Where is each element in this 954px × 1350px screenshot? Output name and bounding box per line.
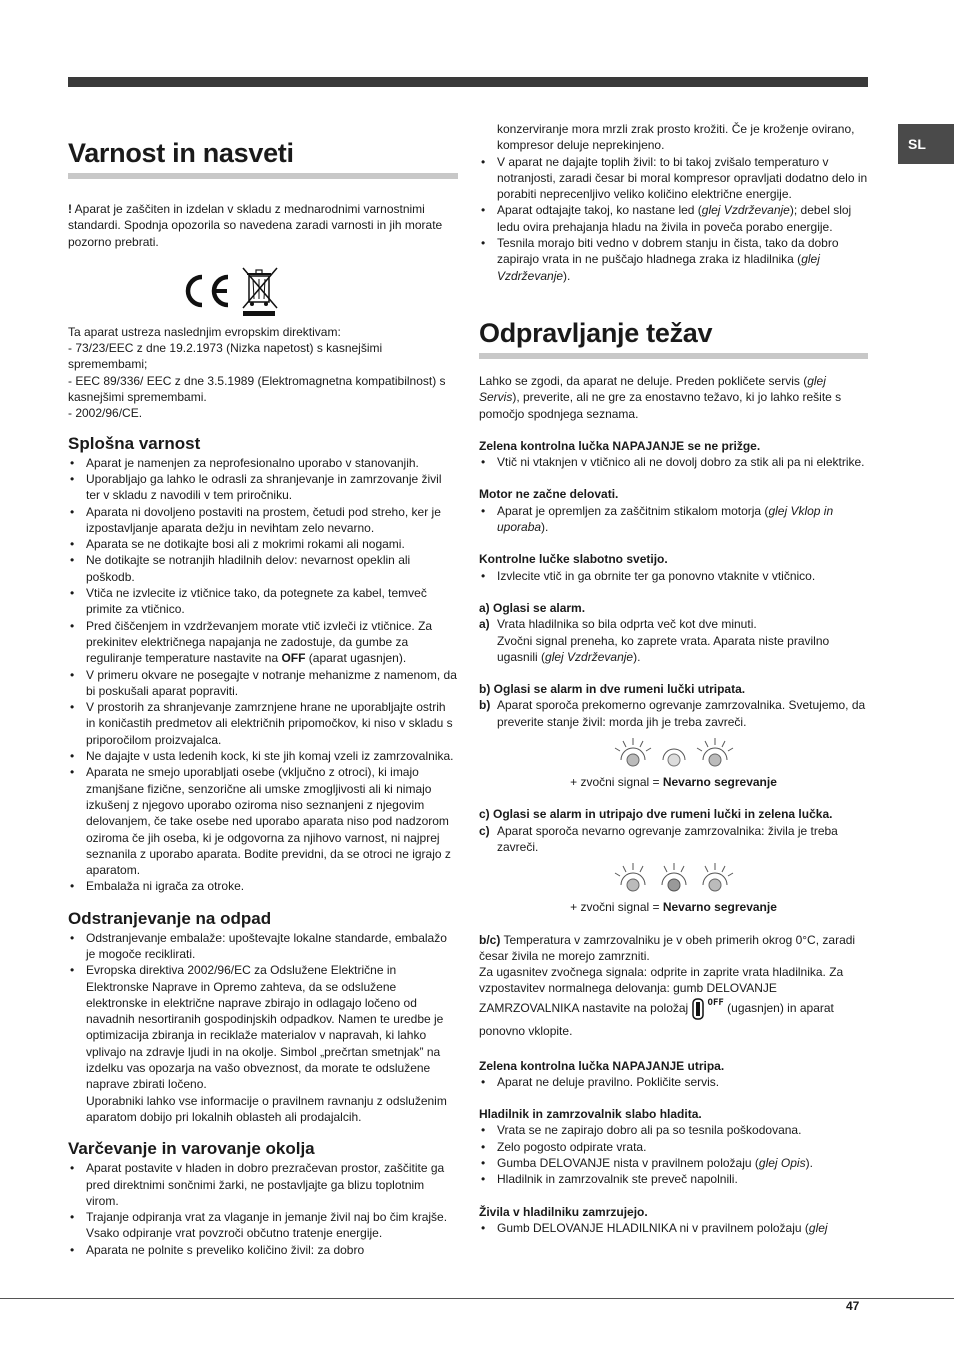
list-item: • Ne dotikajte se notranjih hladilnih delov: nevarnost opeklin ali poškodb. — [68, 552, 458, 585]
troubleshooting-title: Odpravljanje težav — [479, 316, 868, 359]
language-tab: SL — [898, 124, 954, 164]
list-item: • Aparat ne deluje pravilno. Pokličite servis. — [479, 1074, 868, 1090]
troubleshooting-intro: Lahko se zgodi, da aparat ne deluje. Preden pokličete servis (glej Servis), preverite, ali ne gre za enostavno težavo, ki jo lahko rešite s pomočjo spodnjega seznama. — [479, 373, 842, 421]
problem-heading: b) Oglasi se alarm in dve rumeni lučki utripata. — [479, 682, 746, 697]
list-item: • Aparat je opremljen za zaščitnim stikalom motorja (glej Vklop in uporaba). — [479, 503, 868, 536]
section-heading-general-safety: Splošna varnost — [68, 433, 201, 453]
list-item: • Hladilnik in zamrzovalnik ste preveč napolnili. — [479, 1171, 868, 1187]
list-item: • Aparat postavite v hladen in dobro prezračevan prostor, zaščitite ga pred direktnimi sončnimi žarki, ne postavljajte ga blizu toplotnim virom. — [68, 1160, 458, 1209]
list-item: • Vtič ni vtaknjen v vtičnico ali ne dovolj dobro za stik ali pa ni elektrike. — [479, 454, 868, 470]
list-item: • V primeru okvare ne posegajte v notranje mehanizme z namenom, da bi poskušali aparat popraviti. — [68, 667, 458, 700]
list-item: • Vrata se ne zapirajo dobro ali pa so tesnila poškodovana. — [479, 1122, 868, 1138]
list-item: • Odstranjevanje embalaže: upoštevajte lokalne standarde, embalažo je mogoče reciklirati. — [68, 930, 458, 963]
off-label: OFF — [707, 997, 724, 1008]
crossed-bin-icon — [240, 264, 280, 318]
list-item: • Vtiča ne izvlecite iz vtičnice tako, da potegnete za kabel, temveč primite za vtičnico. — [68, 585, 458, 618]
list-item: • Gumba DELOVANJE nista v pravilnem položaju (glej Opis). — [479, 1155, 868, 1171]
section-heading-disposal: Odstranjevanje na odpad — [68, 908, 272, 928]
list-item: • Evropska direktiva 2002/96/EC za Odslužene Električne in Elektronske Naprave in Opremo zahteva, da se odslužene elektronske in električne naprave zbirajo in odlagajo ločeno od navadnih nesortiranih gospodinjskih odpadkov. Namen te uredbe je optimizacija zbiranja in reciklaže materialov v napravah, ki lahko vplivajo na zdravje ljudi in na okolje. Simbol „prečrtan smetnjak” na izdelku vas opozarja na vašo obveznost, da morate te odslužene naprave zbirati ločeno. Uporabniki lahko vse informacije o pravilnem ravnanju z odsluženim aparatom dobijo pri lokalnih oblasteh ali prodajalcih. — [68, 962, 458, 1125]
list-item: • Trajanje odpiranja vrat za vlaganje in jemanje živil naj bo čim krajše. Vsako odpiranje vrat povzroči občutno tratenje energije. — [68, 1209, 458, 1242]
labelled-answer: a) Vrata hladilnika so bila odprta več kot dve minuti. Zvočni signal preneha, ko zaprete vrata. Aparata niste pravilno ugasnili (glej Vzdrževanje). — [479, 617, 830, 664]
list-item: • Embalaža ni igrača za otroke. — [68, 878, 458, 894]
signal-caption: + zvočni signal = Nevarno segrevanje — [570, 900, 777, 915]
environment-continued: konzerviranje mora mrzli zrak prosto krožiti. Če je kroženje ovirano, kompresor deluje neprekinjeno. — [497, 122, 855, 153]
problem-heading: Živila v hladilniku zamrzujejo. — [479, 1204, 648, 1219]
list-item: • Izvlecite vtič in ga obrnite ter ga ponovno vtaknite v vtičnico. — [479, 568, 868, 584]
section-heading-environment: Varčevanje in varovanje okolja — [68, 1139, 315, 1159]
general-safety-list — [68, 455, 458, 895]
list-item: • Ne dajajte v usta ledenih kock, ki ste jih komaj vzeli iz zamrzovalnika. — [68, 748, 458, 764]
list-item: • Pred čiščenjem in vzdrževanjem morate vtič izvleči iz vtičnice. Za prekinitev električnega napajanja ne zadostuje, da gumbe za reguliranje temperature nastavite na OFF (aparat ugasnjen). — [68, 618, 458, 667]
intro-paragraph: ! Aparat je zaščiten in izdelan v skladu z mednarodnimi varnostnimi standardi. Spodnja opozorila so navedena zaradi varnosti in jih morate pozorno prebrati. — [68, 202, 443, 249]
indicator-lamps-icon — [611, 859, 737, 897]
list-item: • V aparat ne dajajte toplih živil: to bi takoj zvišalo temperaturo v notranjosti, zaradi česar bi moral kompresor opravljati dodatno delo in porabiti neprecenljivo veliko količino električne energije. — [479, 154, 868, 203]
list-item: • Tesnila morajo biti vedno v dobrem stanju in čista, tako da dobro zapirajo vrata in ne puščajo hladnega zraka iz hladilnika (glej Vzdrževanje). — [479, 235, 868, 284]
problem-heading: Motor ne začne delovati. — [479, 487, 619, 502]
alarm-lamps-yellow-green — [479, 859, 868, 897]
bc-paragraph: Za ugasnitev zvočnega signala: odprite in zaprite vrata hladilnika. Za vzpostavitev normalnega delovanja: gumb DELOVANJE — [479, 965, 844, 996]
alarm-lamps-two-yellow — [479, 734, 868, 772]
list-item: • Aparata se ne dotikajte bosi ali z mokrimi rokami ali nogami. — [68, 536, 458, 552]
problem-heading: Zelena kontrolna lučka NAPAJANJE se ne prižge. — [479, 438, 761, 453]
labelled-answer: b) Aparat sporoča prekomerno ogrevanje zamrzovalnika. Svetujemo, da preverite stanje živil: morda jih je treba zavreči. — [479, 698, 866, 729]
environment-list-continued — [479, 154, 868, 284]
problem-heading: c) Oglasi se alarm in utripajo dve rumeni lučki in zelena lučka. — [479, 807, 833, 822]
directive-item: - EEC 89/336/ EEC z dne 3.5.1989 (Elektromagnetna kompatibilnost) s kasnejšimi spremembami. — [68, 373, 446, 405]
indicator-lamps-icon — [611, 734, 737, 772]
list-item: • V prostorih za shranjevanje zamrznjene hrane ne uporabljajte ostrih in koničastih predmetov ali električnih pripomočkov, ki niso v skladu s priporočilom proizvajalca. — [68, 699, 458, 748]
disposal-note: Uporabniki lahko vse informacije o pravilnem ravnanju z odsluženim aparatom dobijo pri lokalnih oblasteh ali prodajalcih. — [86, 1093, 447, 1124]
list-item: • Aparat odtajajte takoj, ko nastane led (glej Vzdrževanje); debel sloj ledu ovira prehajanja hladu na živila in poveča porabo energije. — [479, 202, 868, 235]
bc-paragraph: ZAMRZOVALNIKA nastavite na položaj OFF (ugasnjen) in aparat ponovno vklopite. — [479, 997, 834, 1038]
knob-position-icon — [692, 998, 704, 1020]
problem-heading: Hladilnik in zamrzovalnik slabo hladita. — [479, 1107, 702, 1122]
labelled-answer: c) Aparat sporoča nevarno ogrevanje zamrzovalnika: živila je treba zavreči. — [479, 823, 838, 854]
list-item: • Aparata ne smejo uporabljati osebe (vključno z otroci), ki imajo zmanjšane fizične, senzorične ali umske zmogljivosti ali ki nimajo izkušenj z njegovo uporabo oziroma niso seznanjeni z njegovim delovanjem, če take osebe ned uporabo aparata niso pod nadzorom oziroma če jih oseba, ki je odgovorna za njihovo varnost, ni najprej seznanila z uporabo aparata. Bodite previdni, da se otroci ne igrajo z aparatom. — [68, 764, 458, 878]
directive-item: - 73/23/EEC z dne 19.2.1973 (Nizka napetost) s kasnejšimi spremembami; — [68, 341, 383, 372]
bc-paragraph: b/c) Temperatura v zamrzovalniku je v obeh primerih okrog 0°C, zaradi česar živila ne morejo zamrzniti. — [479, 932, 856, 963]
footer-rule — [0, 1298, 954, 1299]
left-column — [68, 118, 458, 1258]
list-item: • Aparata ne polnite s preveliko količino živil: za dobro — [68, 1242, 458, 1258]
top-rule — [68, 77, 868, 87]
off-knob-symbol — [692, 998, 724, 1020]
problem-heading: Zelena kontrolna lučka NAPAJANJE utripa. — [479, 1058, 725, 1073]
right-column — [479, 121, 868, 1236]
certification-marks — [180, 264, 458, 318]
directive-intro: Ta aparat ustreza naslednjim evropskim direktivam: — [68, 324, 341, 339]
list-item: • Zelo pogosto odpirate vrata. — [479, 1139, 868, 1155]
disposal-list — [68, 930, 458, 1126]
list-item: • Aparata ni dovoljeno postaviti na prostem, četudi pod streho, ker je izpostavljanje aparata dežju in nevihtam zelo nevarno. — [68, 504, 458, 537]
list-item: • Aparat je namenjen za neprofesionalno uporabo v stanovanjih. — [68, 455, 458, 471]
problem-heading: Kontrolne lučke slabotno svetijo. — [479, 552, 668, 567]
page-number: 47 — [846, 1299, 860, 1313]
directive-item: - 2002/96/CE. — [68, 406, 143, 421]
signal-caption: + zvočni signal = Nevarno segrevanje — [570, 775, 777, 790]
environment-list — [68, 1160, 458, 1258]
problem-heading: a) Oglasi se alarm. — [479, 600, 586, 615]
ce-mark-icon — [180, 273, 232, 309]
list-item: • Gumb DELOVANJE HLADILNIKA ni v pravilnem položaju (glej — [479, 1220, 868, 1236]
list-item: • Uporabljajo ga lahko le odrasli za shranjevanje in zamrzovanje živil ter v skladu z navodili v tem priročniku. — [68, 471, 458, 504]
page-title: Varnost in nasveti — [68, 136, 458, 179]
